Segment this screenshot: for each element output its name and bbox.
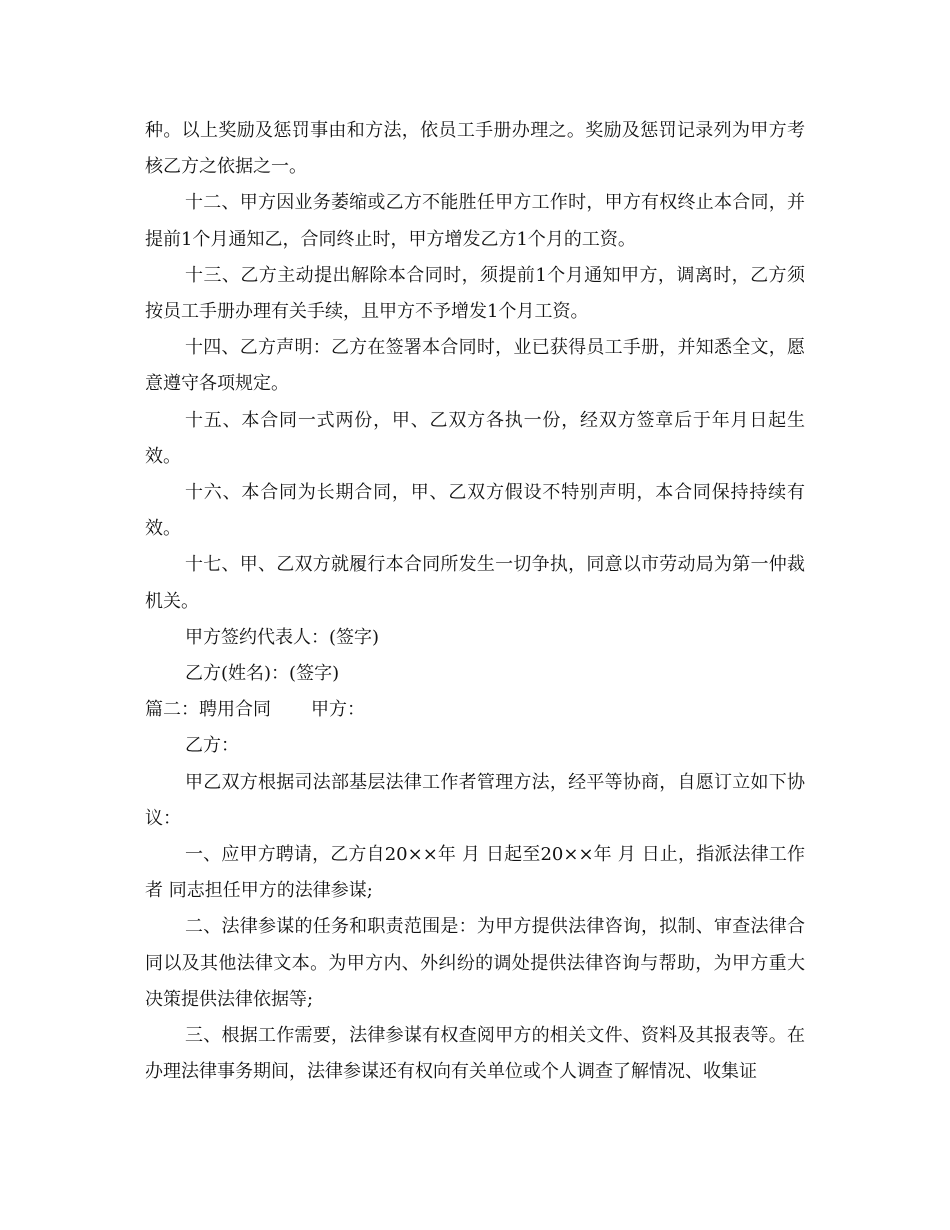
paragraph-clause-15: 十五、本合同一式两份，甲、乙双方各执一份，经双方签章后于年月日起生效。 [145,409,805,467]
paragraph-article-2: 二、法律参谋的任务和职责范围是：为甲方提供法律咨询，拟制、审查法律合同以及其他法律文本。为甲方内、外纠纷的调处提供法律咨询与帮助，为甲方重大决策提供法律依据等; [145,916,805,1010]
paragraph-preamble: 甲乙双方根据司法部基层法律工作者管理方法，经平等协商，自愿订立如下协议： [145,771,805,829]
section-party-a-label: 甲方： [311,699,365,721]
section-title: 篇二：聘用合同 [145,699,271,721]
document-body [145,113,805,1090]
paragraph-clause-16: 十六、本合同为长期合同，甲、乙双方假设不特别声明，本合同保持持续有效。 [145,482,805,540]
paragraph-article-3: 三、根据工作需要，法律参谋有权查阅甲方的相关文件、资料及其报表等。在办理法律事务期间，法律参谋还有权向有关单位或个人调查了解情况、收集证 [145,1025,805,1083]
paragraph-clause-12: 十二、甲方因业务萎缩或乙方不能胜任甲方工作时，甲方有权终止本合同，并提前1个月通知乙，合同终止时，甲方增发乙方1个月的工资。 [145,192,805,250]
paragraph-continuation: 种。以上奖励及惩罚事由和方法，依员工手册办理之。奖励及惩罚记录列为甲方考核乙方之依据之一。 [145,120,805,178]
paragraph-clause-14: 十四、乙方声明：乙方在签署本合同时，业已获得员工手册，并知悉全文，愿意遵守各项规定。 [145,337,805,395]
party-b-label: 乙方： [185,735,239,757]
signature-line-party-b: 乙方(姓名)：(签字) [185,663,340,685]
paragraph-clause-17: 十七、甲、乙双方就履行本合同所发生一切争执，同意以市劳动局为第一仲裁机关。 [145,554,805,612]
paragraph-clause-13: 十三、乙方主动提出解除本合同时，须提前1个月通知甲方，调离时，乙方须按员工手册办理有关手续，且甲方不予增发1个月工资。 [145,264,805,323]
section-heading [145,692,805,728]
signature-line-party-a: 甲方签约代表人：(签字) [185,626,380,648]
paragraph-article-1: 一、应甲方聘请，乙方自20××年 月 日起至20××年 月 日止，指派法律工作者 同志担任甲方的法律参谋; [145,844,805,902]
